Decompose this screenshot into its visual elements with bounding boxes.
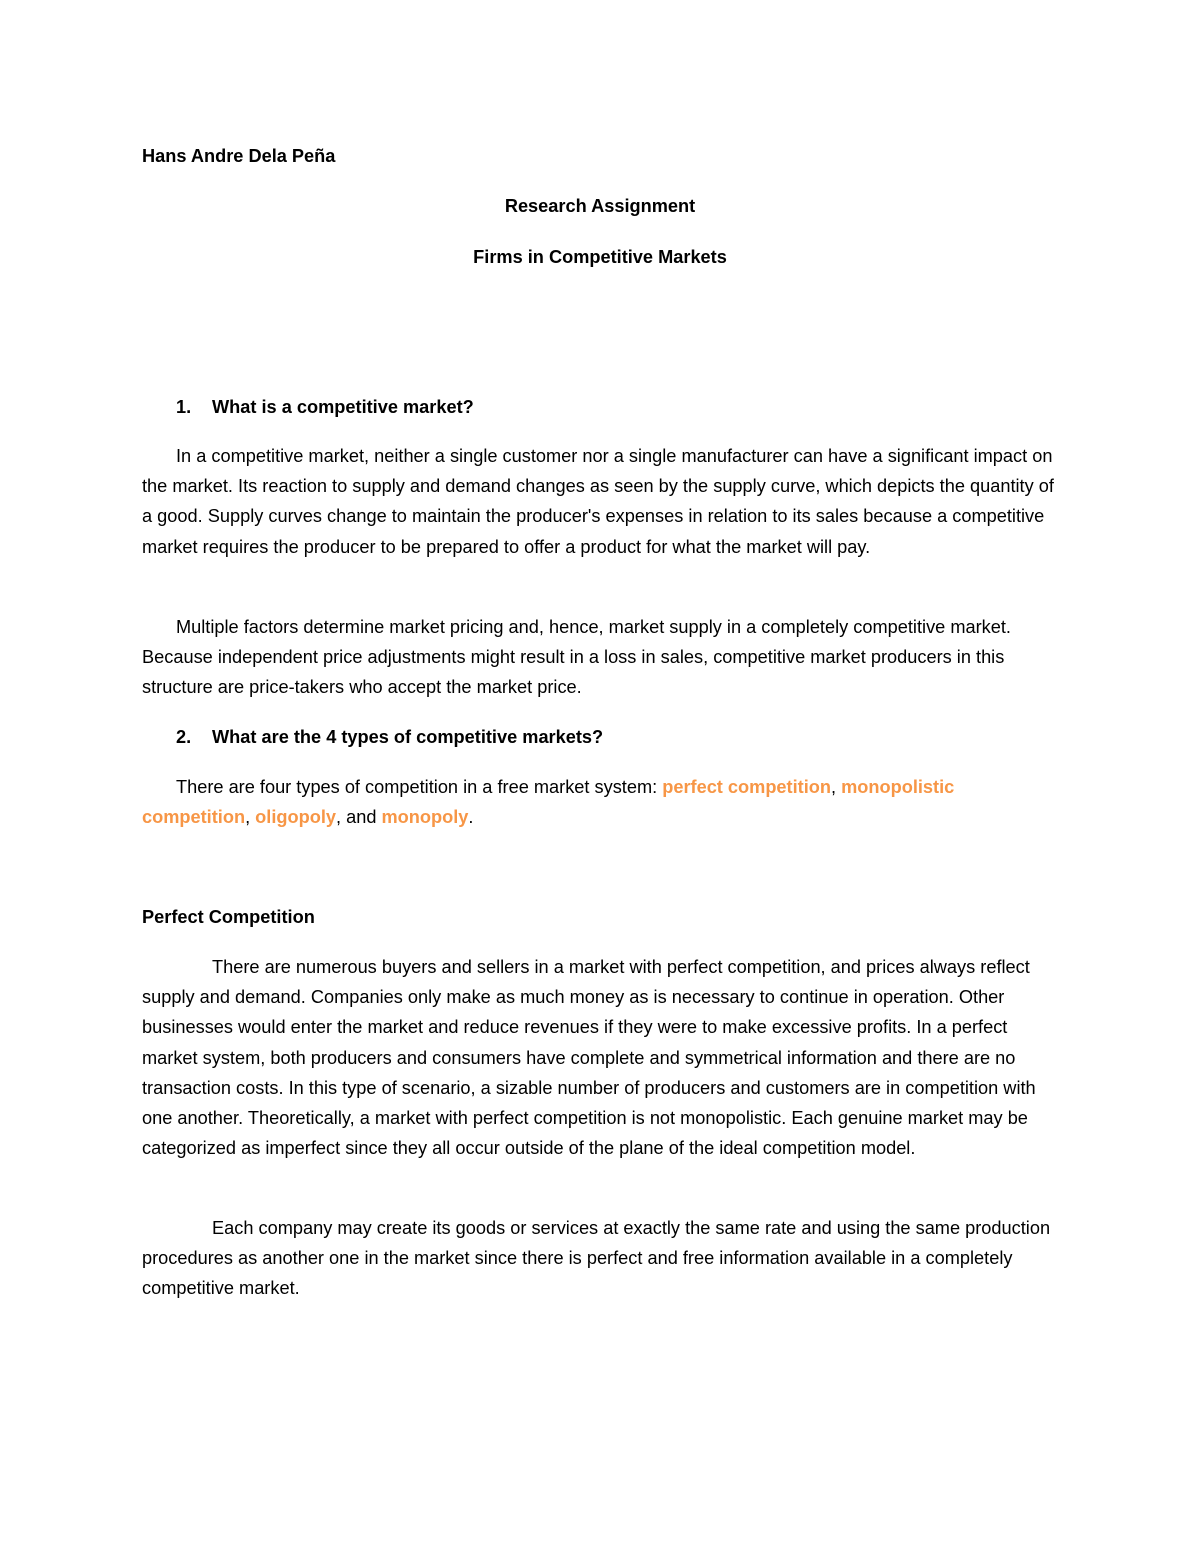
author-name: Hans Andre Dela Peña [142,146,336,166]
question-1-text: What is a competitive market? [212,397,474,417]
question-2-text: What are the 4 types of competitive markets? [212,727,604,747]
question-2-number: 2. [176,727,192,747]
types-separator-1: , [830,777,842,797]
term-oligopoly: oligopoly [255,807,336,828]
paragraph-market-pricing: Multiple factors determine market pricing and, hence, market supply in a completely competitive market. Because independent price adjustments might result in a loss in sales, competitive market producers in this structure are price-takers who accept the market price. [142,617,1011,698]
term-monopolistic-competition: monopolistic competition [142,777,955,828]
question-2 [142,724,603,750]
types-separator-2: , [245,807,256,828]
paragraph-perfect-competition: There are numerous buyers and sellers in a market with perfect competition, and prices always reflect supply and demand. Companies only make as much money as is necessary to continue in operation. Other businesses would enter the market and reduce revenues if they were to make excessive profits. In a perfect market system, both producers and consumers have complete and symmetrical information and there are no transaction costs. In this type of scenario, a sizable number of producers and customers are in competition with one another. Theoretically, a market with perfect competition is not monopolistic. Each genuine market may be categorized as imperfect since they all occur outside of the plane of the ideal competition model. [142,957,1036,1159]
term-monopoly: monopoly [381,807,469,828]
types-separator-3: , and [336,807,382,828]
assignment-label: Research Assignment [504,196,696,216]
section-heading-perfect-competition: Perfect Competition [142,907,315,927]
types-intro: There are four types of competition in a free market system: [176,777,663,797]
paragraph-types-of-competition [142,772,1062,832]
document-title: Firms in Competitive Markets [473,247,727,267]
question-1 [142,394,474,420]
types-end: . [468,807,474,828]
question-1-number: 1. [176,397,192,417]
paragraph-free-information: Each company may create its goods or services at exactly the same rate and using the same production procedures as another one in the market since there is perfect and free information available in a completely competitive market. [142,1218,1051,1299]
paragraph-competitive-market: In a competitive market, neither a single customer nor a single manufacturer can have a significant impact on the market. Its reaction to supply and demand changes as seen by the supply curve, which depicts the quantity of a good. Supply curves change to maintain the producer's expenses in relation to its sales because a competitive market requires the producer to be prepared to offer a product for what the market will pay. [142,446,1054,557]
term-perfect-competition: perfect competition [662,777,831,797]
